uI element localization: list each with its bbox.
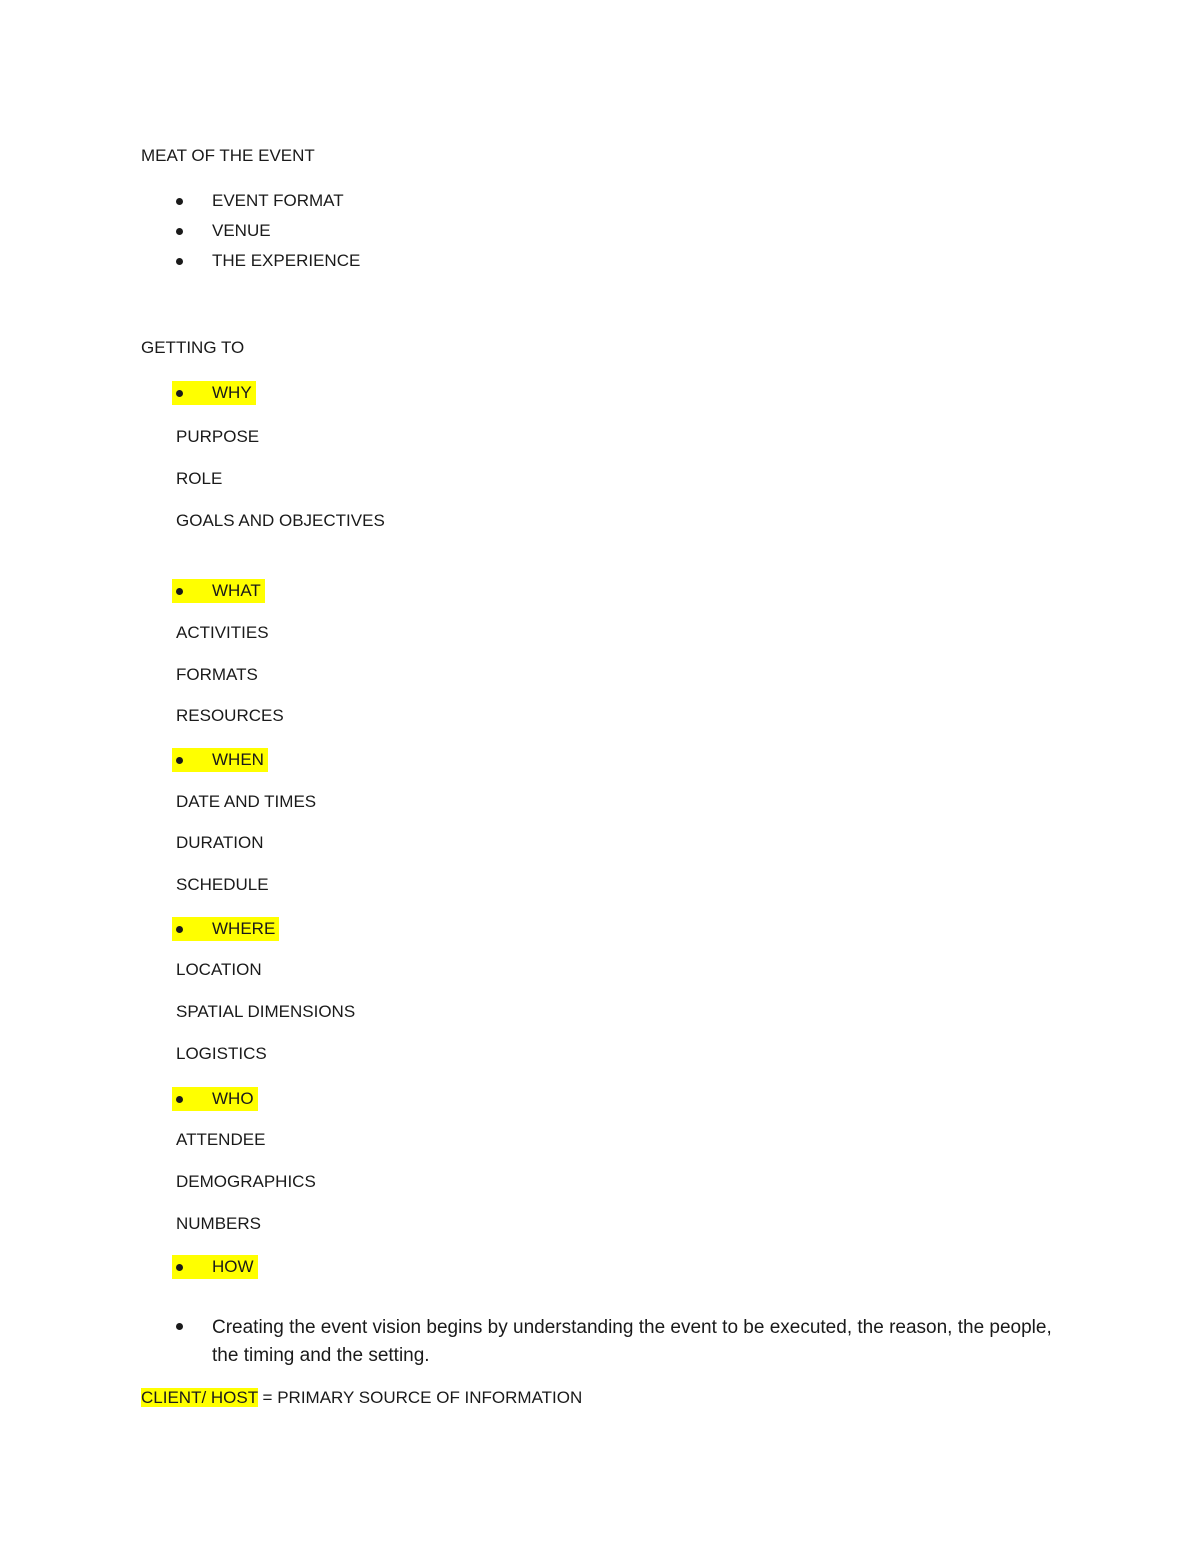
bullet-icon	[176, 926, 183, 933]
highlighted-list-item	[172, 1087, 258, 1111]
heading-getting-to: GETTING TO	[141, 338, 245, 357]
bullet-icon	[176, 198, 183, 205]
list-item	[172, 249, 360, 273]
list-item	[172, 189, 344, 213]
group-label-where: WHERE	[212, 919, 276, 938]
sub-item: RESOURCES	[176, 706, 284, 725]
list-item-label: THE EXPERIENCE	[212, 251, 361, 270]
highlight	[172, 1255, 258, 1279]
sub-item: LOCATION	[176, 960, 262, 979]
sub-item: PURPOSE	[176, 427, 260, 446]
highlight	[172, 917, 279, 941]
client-host-rest: = PRIMARY SOURCE OF INFORMATION	[257, 1388, 583, 1407]
list-item	[172, 219, 271, 243]
group-label-how: HOW	[212, 1257, 254, 1276]
group-label-why: WHY	[212, 383, 252, 402]
bullet-icon	[176, 588, 183, 595]
bullet-icon	[176, 258, 183, 265]
list-item-label: VENUE	[212, 221, 271, 240]
sub-item: FORMATS	[176, 665, 258, 684]
highlighted-list-item	[172, 917, 279, 941]
heading-meat-of-the-event: MEAT OF THE EVENT	[141, 146, 315, 165]
sub-item: NUMBERS	[176, 1214, 262, 1233]
highlighted-list-item	[172, 381, 256, 405]
group-label-who: WHO	[212, 1089, 254, 1108]
vision-text: Creating the event vision begins by understanding the event to be executed, the reason, the people, the timing and the setting.	[212, 1317, 1052, 1366]
bullet-icon	[176, 757, 183, 764]
group-label-when: WHEN	[212, 750, 264, 769]
group-label-what: WHAT	[212, 581, 261, 600]
bullet-icon	[176, 228, 183, 235]
sub-item: ATTENDEE	[176, 1130, 266, 1149]
vision-paragraph	[172, 1314, 1052, 1370]
bullet-icon	[176, 1323, 183, 1330]
sub-item: ACTIVITIES	[176, 623, 269, 642]
sub-item: GOALS AND OBJECTIVES	[176, 511, 385, 530]
highlight	[172, 1087, 258, 1111]
highlight	[172, 381, 256, 405]
sub-item: DATE AND TIMES	[176, 792, 317, 811]
client-host-highlight: CLIENT/ HOST	[141, 1388, 258, 1407]
sub-item: LOGISTICS	[176, 1044, 267, 1063]
sub-item: SPATIAL DIMENSIONS	[176, 1002, 356, 1021]
sub-item: ROLE	[176, 469, 223, 488]
highlighted-list-item	[172, 748, 268, 772]
highlight	[172, 748, 268, 772]
sub-item: DURATION	[176, 833, 264, 852]
sub-item: DEMOGRAPHICS	[176, 1172, 316, 1191]
highlighted-list-item	[172, 579, 265, 603]
sub-item: SCHEDULE	[176, 875, 269, 894]
bullet-icon	[176, 1096, 183, 1103]
bullet-icon	[176, 1264, 183, 1271]
bullet-icon	[176, 390, 183, 397]
list-item-label: EVENT FORMAT	[212, 191, 344, 210]
highlighted-list-item	[172, 1255, 258, 1279]
highlight	[172, 579, 265, 603]
client-host-line	[141, 1387, 582, 1409]
